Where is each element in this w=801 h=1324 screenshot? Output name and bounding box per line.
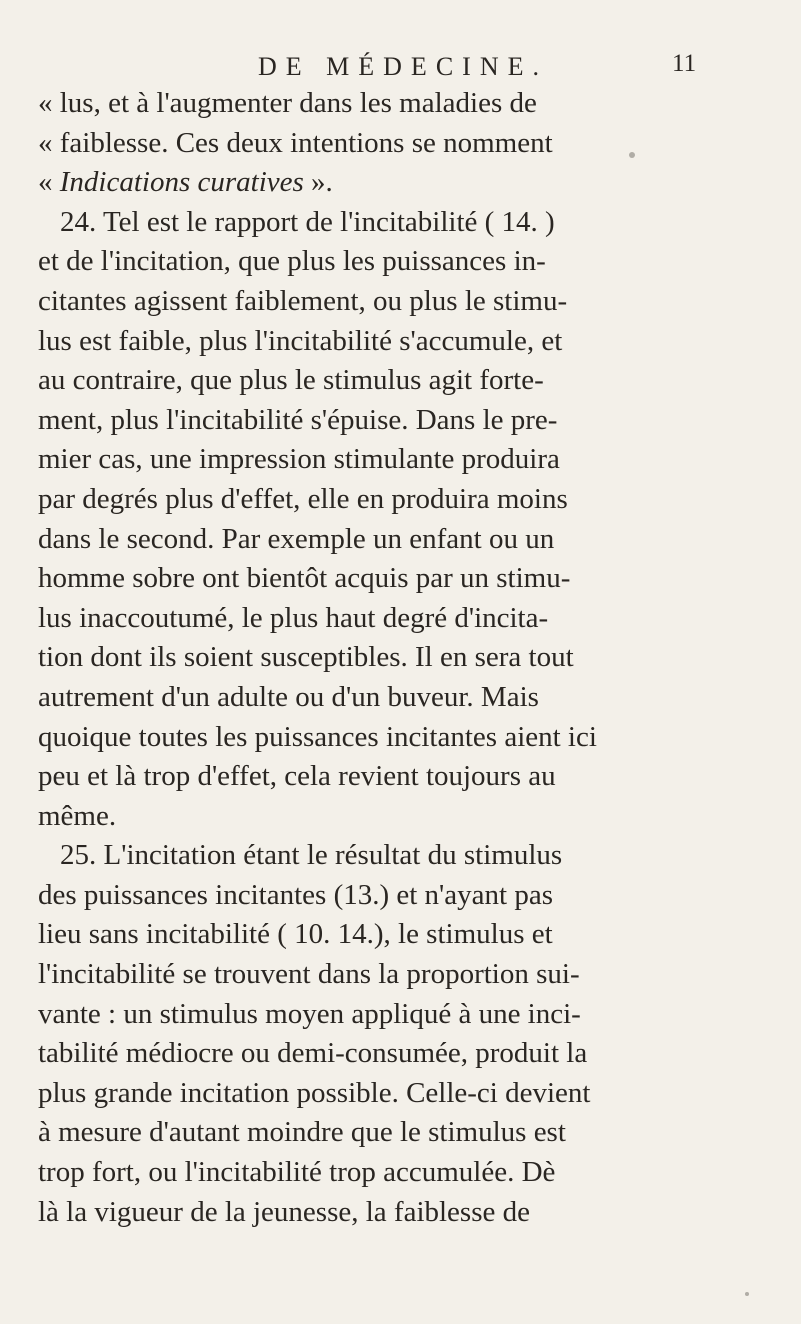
text-line: par degrés plus d'effet, elle en produira moins <box>38 482 568 515</box>
text-line: à mesure d'autant moindre que le stimulus est <box>38 1116 566 1149</box>
text-line-start: « <box>38 166 60 199</box>
text-line: peu et là trop d'effet, cela revient toujours au <box>38 760 556 793</box>
text-line: « faiblesse. Ces deux intentions se nomment <box>38 126 553 159</box>
page-number: 11 <box>672 50 697 77</box>
text-line <box>38 163 768 203</box>
text-line: lus est faible, plus l'incitabilité s'accumule, et <box>38 324 563 357</box>
text-line: tion dont ils soient susceptibles. Il en sera tout <box>38 641 574 674</box>
text-line: lieu sans incitabilité ( 10. 14.), le stimulus et <box>38 918 553 951</box>
text-line-end: ». <box>303 166 333 199</box>
text-line: là la vigueur de la jeunesse, la faiblesse de <box>38 1195 530 1228</box>
text-line: ment, plus l'incitabilité s'épuise. Dans le pre- <box>38 403 558 436</box>
text-line: même. <box>38 799 117 832</box>
italic-term: Indications curatives <box>59 166 304 199</box>
text-line: plus grande incitation possible. Celle-ci devient <box>38 1076 591 1109</box>
text-line: des puissances incitantes (13.) et n'ayant pas <box>38 878 553 911</box>
ink-spot <box>629 152 635 158</box>
body-text <box>38 84 768 1232</box>
text-line: lus inaccoutumé, le plus haut degré d'incita- <box>38 601 549 634</box>
text-line: dans le second. Par exemple un enfant ou un <box>38 522 555 555</box>
text-line: vante : un stimulus moyen appliqué à une inci- <box>38 997 581 1030</box>
paragraph-start: 24. Tel est le rapport de l'incitabilité ( 14. ) <box>60 205 555 238</box>
text-line: autrement d'un adulte ou d'un buveur. Mais <box>38 680 539 713</box>
text-line: quoique toutes les puissances incitantes aient ici <box>38 720 597 753</box>
ink-spot <box>745 1292 749 1296</box>
running-head: DE MÉDECINE. <box>258 52 548 81</box>
text-line: au contraire, que plus le stimulus agit forte- <box>38 364 544 397</box>
text-line: tabilité médiocre ou demi-consumée, produit la <box>38 1037 588 1070</box>
paragraph-start: 25. L'incitation étant le résultat du stimulus <box>60 839 563 872</box>
text-line: et de l'incitation, que plus les puissances in- <box>38 245 546 278</box>
text-line: mier cas, une impression stimulante produira <box>38 443 560 476</box>
text-line: homme sobre ont bientôt acquis par un stimu- <box>38 562 571 595</box>
text-line: trop fort, ou l'incitabilité trop accumulée. Dè <box>38 1156 556 1189</box>
text-line: « lus, et à l'augmenter dans les maladies de <box>38 87 537 119</box>
text-line: citantes agissent faiblement, ou plus le stimu- <box>38 284 568 317</box>
text-line: l'incitabilité se trouvent dans la proportion sui- <box>38 958 580 991</box>
